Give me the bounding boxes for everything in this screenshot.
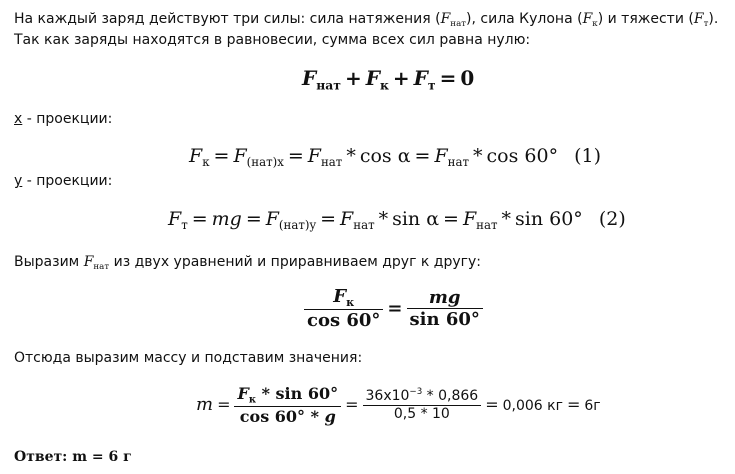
mass-result-grams: 6г bbox=[584, 397, 601, 414]
express-line: Выразим $F_{нат}$ из двух уравнений и приравниваем друг к другу: bbox=[14, 254, 482, 273]
mass-formula-fraction: $\frac{F_к * \sin 60^\circ}{\cos 60^\circ * g}$ bbox=[234, 384, 341, 427]
symbol-f-t: $F_т$ bbox=[693, 11, 709, 30]
intro-text-2: ), сила Кулона ( bbox=[466, 11, 583, 27]
symbol-f-nat: $F_{нат}$ bbox=[440, 11, 467, 30]
x-projection-label: x - проекции: bbox=[14, 111, 113, 127]
mass-calculation: m = $\frac{F_к * \sin 60^\circ}{\cos 60^\circ * g}$ = $\frac{36x10^{-3} * 0,866}{0,5 * 10}$ = 0,006 кг = 6г bbox=[196, 384, 601, 427]
ratio-equation: $\frac{F_к}{\cos 60^\circ}$ = $\frac{mg}{\sin 60^\circ}$ bbox=[304, 286, 483, 332]
intro-text-1: На каждый заряд действуют три силы: сила натяжения ( bbox=[14, 11, 441, 27]
intro-line-2: Так как заряды находятся в равновесии, сумма всех сил равна нулю: bbox=[14, 32, 531, 48]
ratio-right-fraction: $\frac{mg}{\sin 60^\circ}$ bbox=[407, 287, 483, 331]
hence-line: Отсюда выразим массу и подставим значения: bbox=[14, 350, 363, 366]
intro-text-4: ). bbox=[708, 11, 719, 27]
y-projection-label: y - проекции: bbox=[14, 173, 113, 189]
symbol-f-nat-inline: $F_{нат}$ bbox=[83, 254, 110, 273]
equation-number-1: (1) bbox=[574, 145, 601, 167]
equation-1: $F_к = F_{(нат)x} = F_{нат} * \cos \alpha = F_{нат} * \cos 60^\circ$ (1) bbox=[189, 145, 601, 170]
answer: Ответ: m = 6 г bbox=[14, 449, 132, 465]
intro-line bbox=[14, 10, 718, 33]
intro-text-3: ) и тяжести ( bbox=[597, 11, 694, 27]
symbol-f-k: $F_к$ bbox=[582, 11, 598, 30]
mass-values-fraction: $\frac{36x10^{-3} * 0,866}{0,5 * 10}$ bbox=[363, 387, 482, 423]
mass-result: 0,006 кг bbox=[502, 397, 563, 414]
equation-force-sum: $F_{нат} + F_к + F_т = 0$ bbox=[302, 66, 475, 93]
equation-number-2: (2) bbox=[598, 208, 626, 230]
ratio-left-fraction: $\frac{F_к}{\cos 60^\circ}$ bbox=[304, 286, 383, 332]
equation-2: $F_т$ = mg = $F_{(нат)y} = F_{нат} * \sin \alpha = F_{нат} * \sin 60^\circ$ (2) bbox=[168, 208, 626, 233]
